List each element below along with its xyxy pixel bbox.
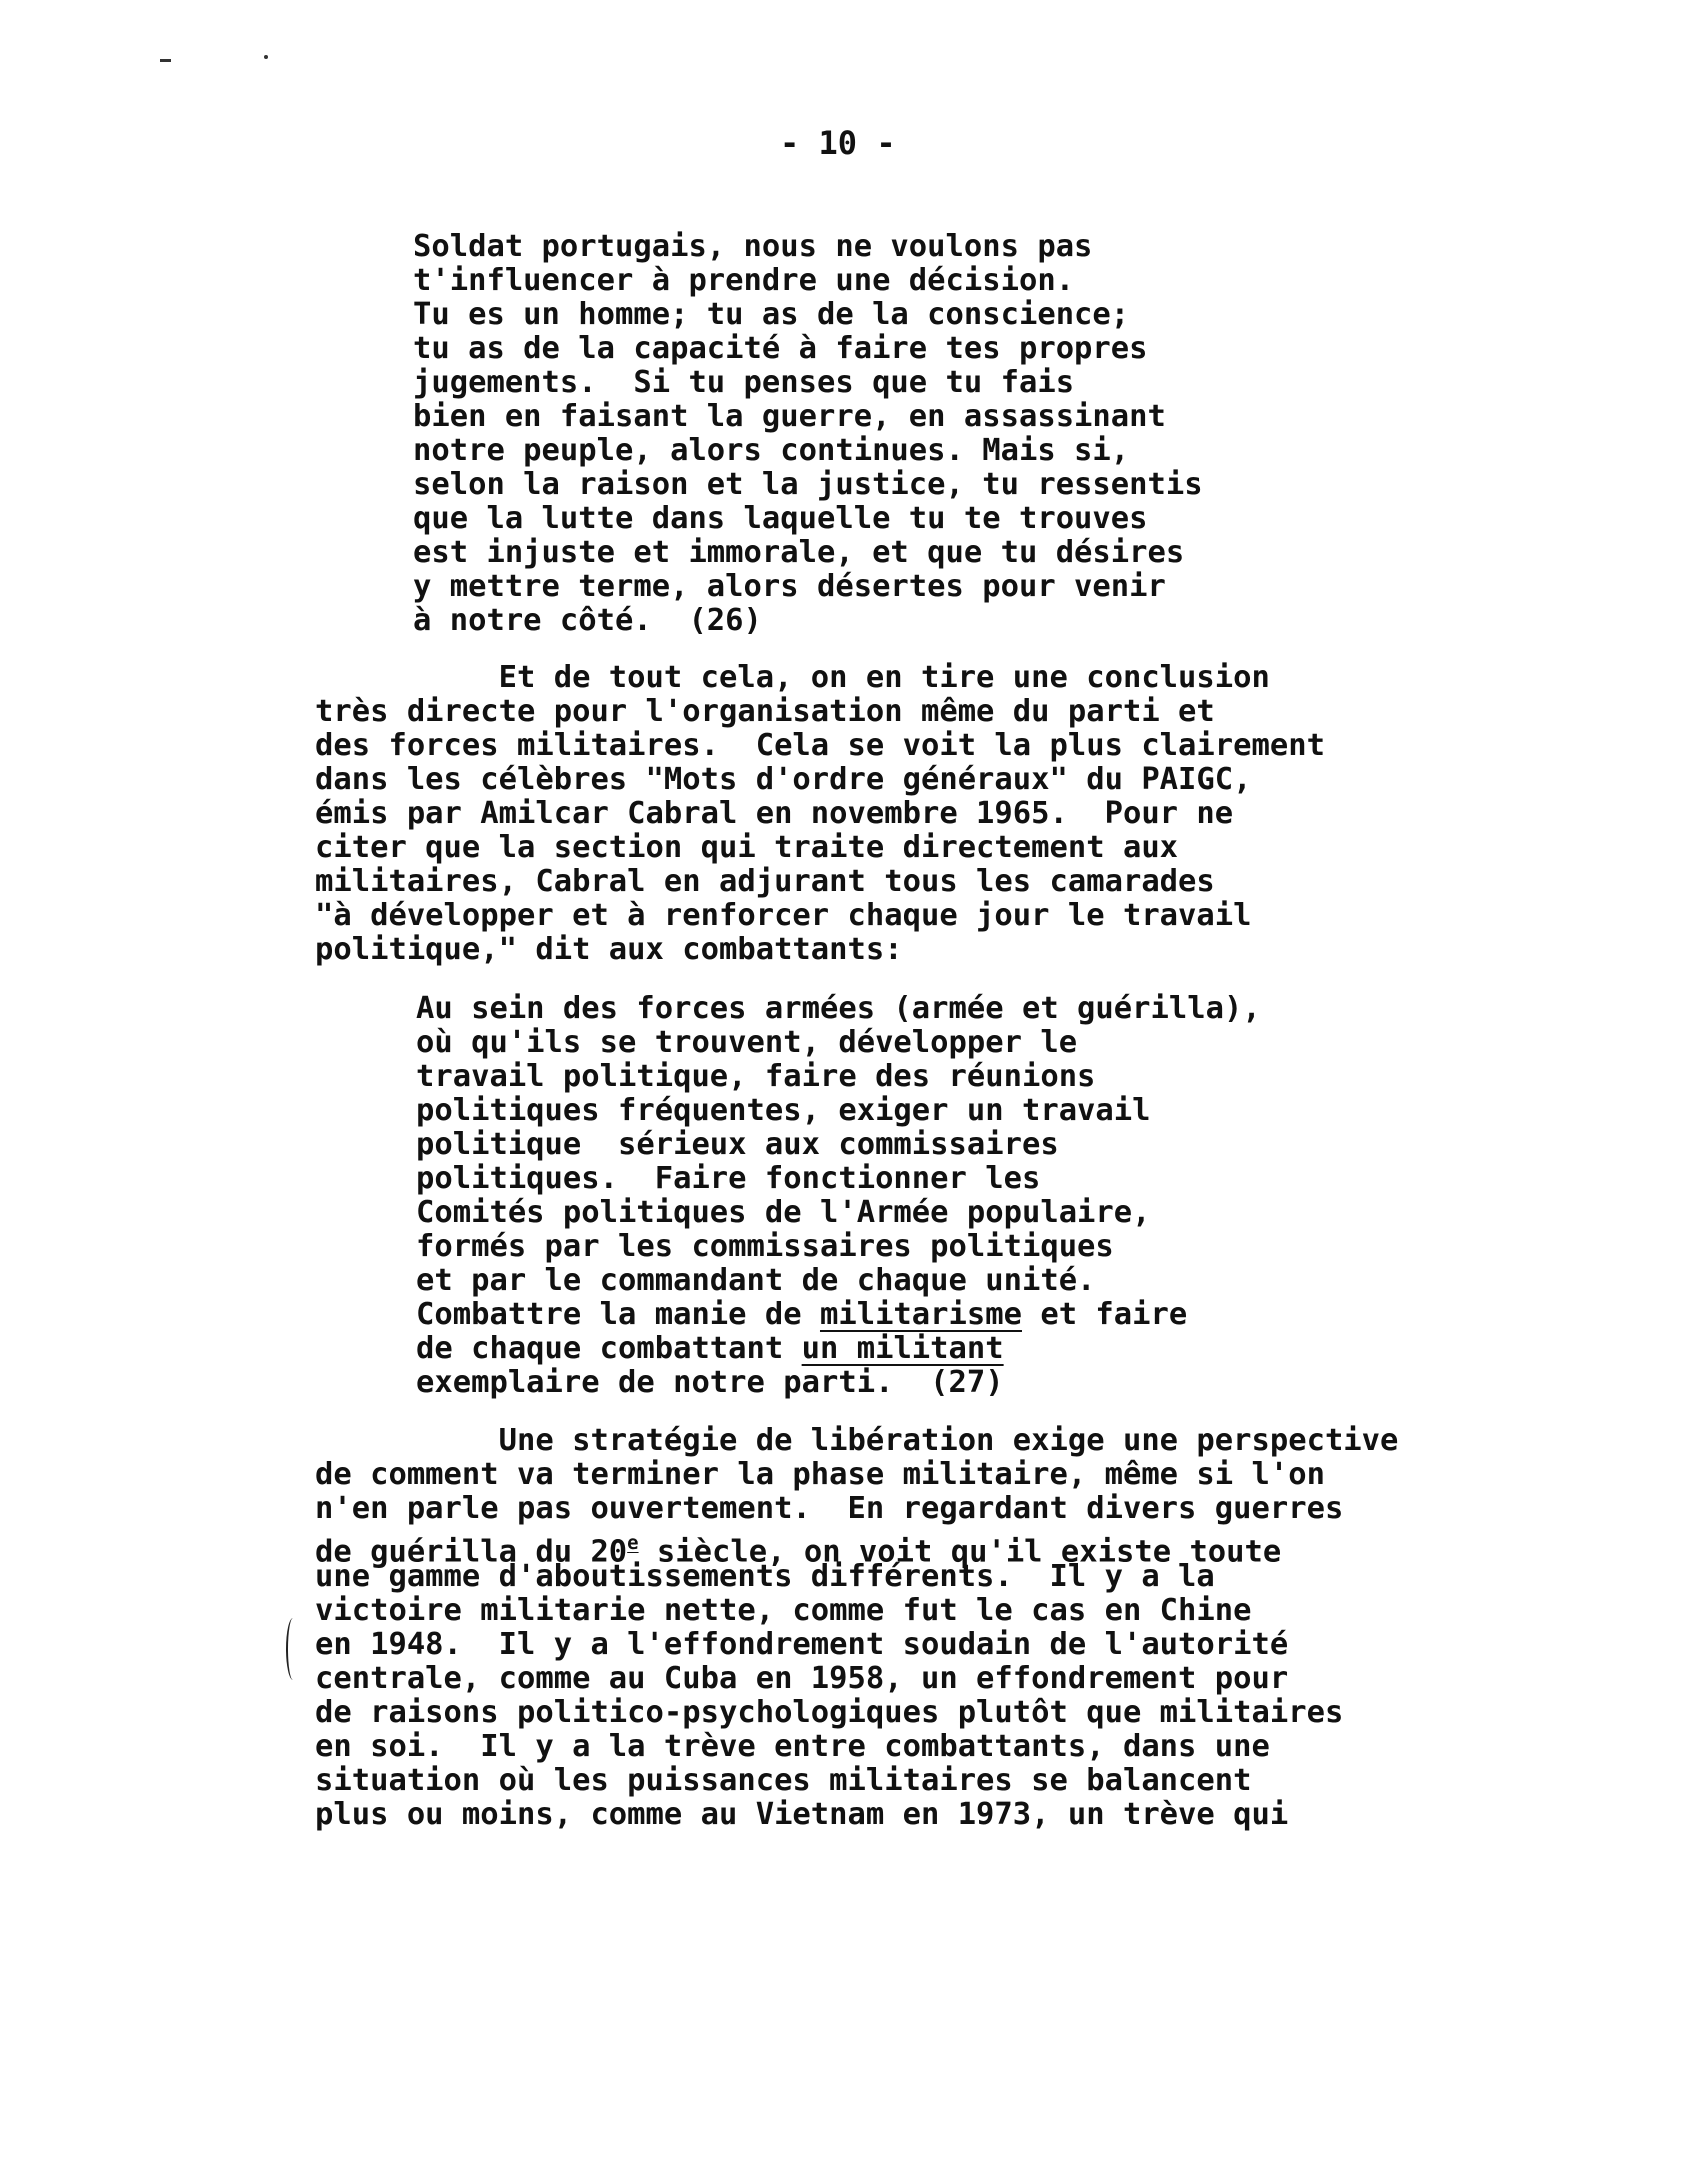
paragraph-line: [315, 1526, 1398, 1570]
scan-speck: [264, 55, 268, 59]
scan-speck: [160, 59, 171, 62]
paragraph-text: siècle, on voit qu'il existe toute: [638, 1534, 1282, 1570]
paragraph-line: émis par Amilcar Cabral en novembre 1965. Pour ne: [315, 796, 1234, 831]
quote-line: y mettre terme, alors désertes pour venir: [413, 569, 1166, 604]
paragraph-line: une gamme d'aboutissements différents. Il y a la: [315, 1559, 1215, 1594]
quote-text: de chaque combattant: [416, 1331, 802, 1366]
paragraph-line: centrale, comme au Cuba en 1958, un effondrement pour: [315, 1661, 1289, 1696]
paragraph-line: politique," dit aux combattants:: [315, 932, 903, 967]
quote-line: exemplaire de notre parti. (27): [416, 1365, 1004, 1400]
quote-line: et par le commandant de chaque unité.: [416, 1263, 1096, 1298]
underlined-term: un militant: [801, 1331, 1004, 1366]
block-quote-27: [416, 992, 1261, 1400]
paragraph-line: plus ou moins, comme au Vietnam en 1973, un trève qui: [315, 1797, 1289, 1832]
quote-line: que la lutte dans laquelle tu te trouves: [413, 501, 1148, 536]
quote-line: où qu'ils se trouvent, développer le: [416, 1025, 1078, 1060]
block-quote-26: [413, 230, 1203, 638]
paragraph-line: situation où les puissances militaires se balancent: [315, 1763, 1252, 1798]
paragraph-line: en 1948. Il y a l'effondrement soudain de l'autorité: [315, 1627, 1289, 1662]
quote-line: travail politique, faire des réunions: [416, 1059, 1096, 1094]
quote-line: politiques fréquentes, exiger un travail: [416, 1093, 1151, 1128]
quote-line: Tu es un homme; tu as de la conscience;: [413, 297, 1130, 332]
quote-line: politique sérieux aux commissaires: [416, 1127, 1059, 1162]
quote-line: Au sein des forces armées (armée et guérilla),: [416, 991, 1261, 1026]
quote-line: [416, 1298, 1261, 1332]
quote-line: t'influencer à prendre une décision.: [413, 263, 1075, 298]
paragraph-line: n'en parle pas ouvertement. En regardant divers guerres: [315, 1491, 1344, 1526]
paragraph-line: dans les célèbres "Mots d'ordre généraux" du PAIGC,: [315, 762, 1252, 797]
quote-line: est injuste et immorale, et que tu désires: [413, 535, 1185, 570]
quote-line: jugements. Si tu penses que tu fais: [413, 365, 1075, 400]
quote-line: politiques. Faire fonctionner les: [416, 1161, 1041, 1196]
paragraph-line: Et de tout cela, on en tire une conclusion: [315, 660, 1270, 695]
paragraph-strategy: [315, 1424, 1398, 1832]
quote-line: Comités politiques de l'Armée populaire,: [416, 1195, 1151, 1230]
quote-line: formés par les commissaires politiques: [416, 1229, 1114, 1264]
paragraph-line: en soi. Il y a la trève entre combattants, dans une: [315, 1729, 1270, 1764]
paragraph-line: citer que la section qui traite directement aux: [315, 830, 1179, 865]
page-number: - 10 -: [780, 124, 896, 162]
quote-line: selon la raison et la justice, tu ressentis: [413, 467, 1203, 502]
paragraph-line: des forces militaires. Cela se voit la plus clairement: [315, 728, 1325, 763]
paragraph-line: victoire militarie nette, comme fut le cas en Chine: [315, 1593, 1252, 1628]
paragraph-text: de guérilla du 20: [315, 1534, 628, 1570]
paragraph-line: de comment va terminer la phase militaire, même si l'on: [315, 1457, 1325, 1492]
quote-text: Combattre la manie de: [416, 1297, 820, 1332]
quote-line: tu as de la capacité à faire tes propres: [413, 331, 1148, 366]
underlined-term: militarisme: [819, 1297, 1022, 1332]
paragraph-line: de raisons politico-psychologiques plutôt que militaires: [315, 1695, 1344, 1730]
paragraph-line: très directe pour l'organisation même du parti et: [315, 694, 1215, 729]
paragraph-conclusion: [315, 661, 1325, 967]
paragraph-line: "à développer et à renforcer chaque jour le travail: [315, 898, 1252, 933]
margin-scribble: [286, 1618, 300, 1680]
ordinal-superscript: e: [627, 1532, 639, 1554]
paragraph-line: Une stratégie de libération exige une perspective: [315, 1423, 1399, 1458]
quote-text: et faire: [1021, 1297, 1188, 1332]
quote-line: notre peuple, alors continues. Mais si,: [413, 433, 1130, 468]
paragraph-line: militaires, Cabral en adjurant tous les camarades: [315, 864, 1215, 899]
quote-line: bien en faisant la guerre, en assassinant: [413, 399, 1166, 434]
quote-line: [416, 1332, 1261, 1366]
quote-line: Soldat portugais, nous ne voulons pas: [413, 229, 1093, 264]
quote-line: à notre côté. (26): [413, 603, 762, 638]
